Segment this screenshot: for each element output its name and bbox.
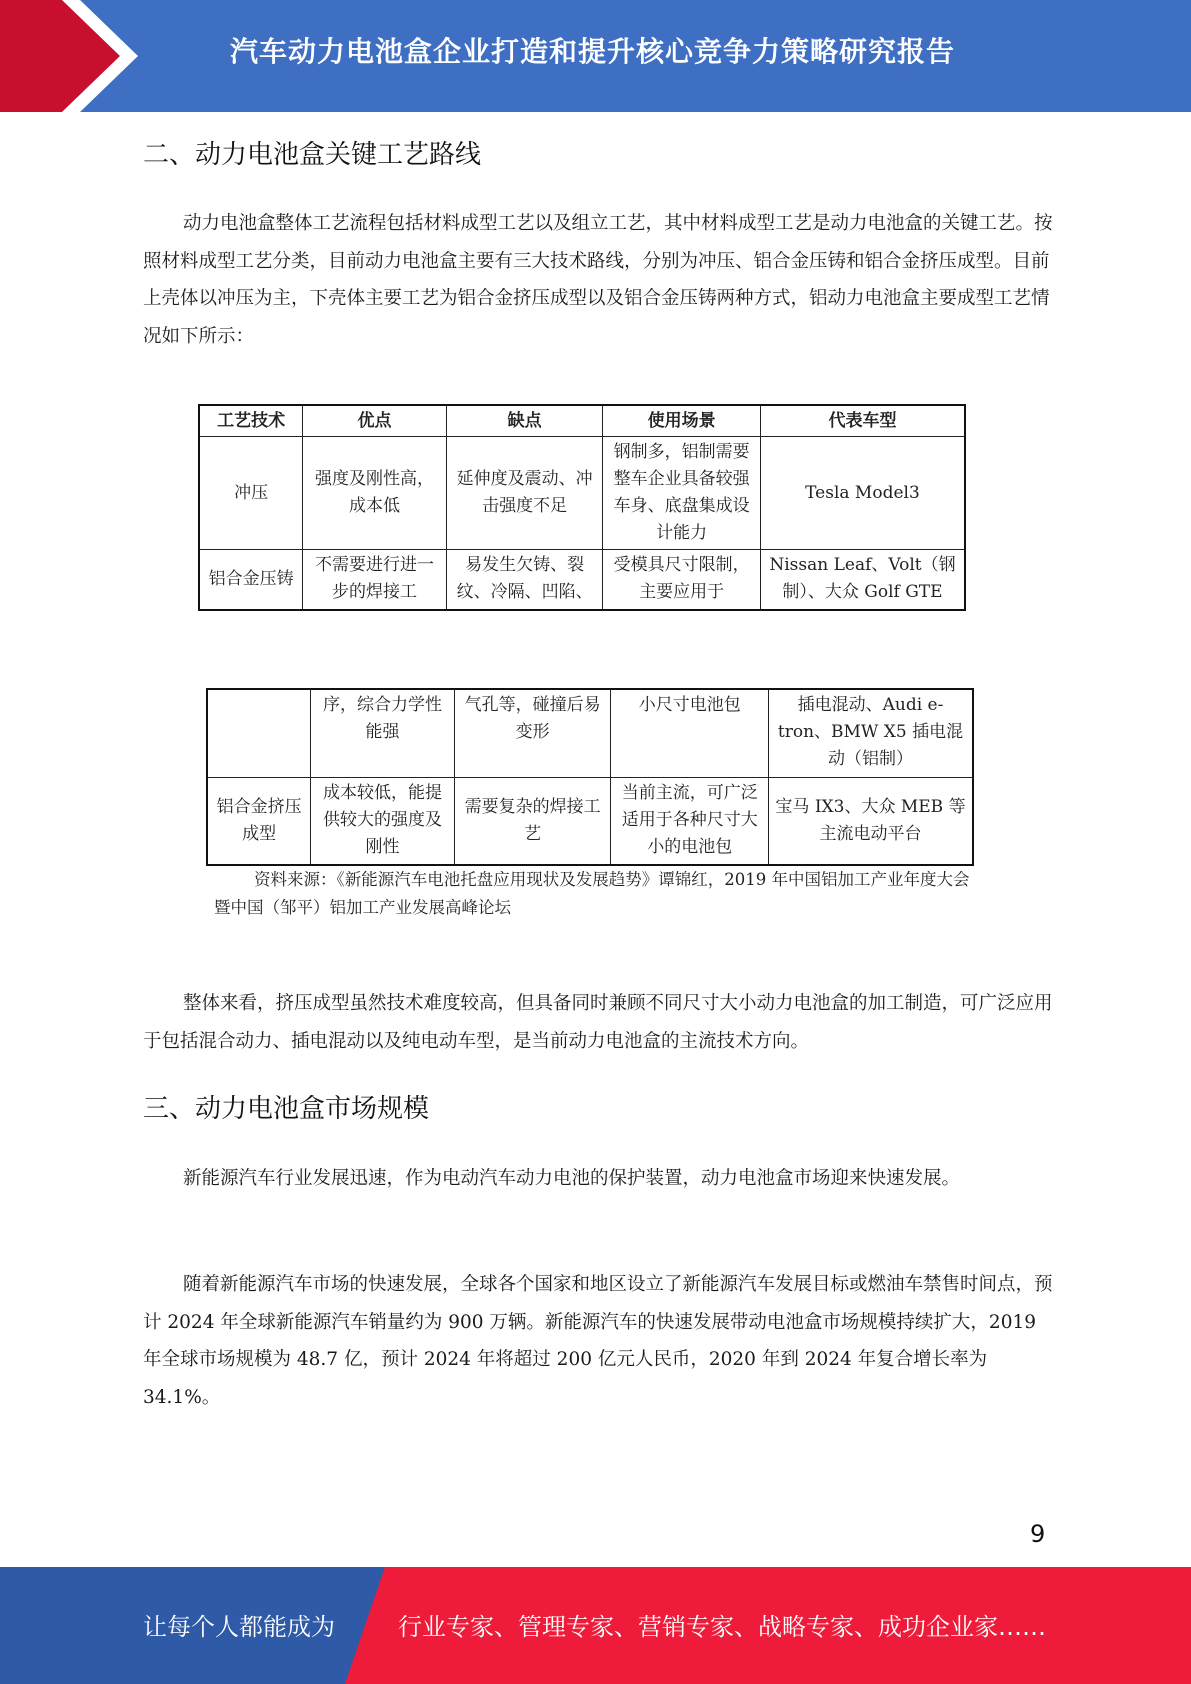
table-cell: 冲压 bbox=[199, 437, 303, 550]
table-cell: 需要复杂的焊接工艺 bbox=[454, 777, 611, 865]
table-header-cell: 工艺技术 bbox=[199, 405, 303, 437]
table-cell: 易发生欠铸、裂纹、冷隔、凹陷、 bbox=[446, 550, 603, 610]
table-cell: 序，综合力学性能强 bbox=[311, 689, 455, 777]
section2-paragraph: 动力电池盒整体工艺流程包括材料成型工艺以及组立工艺，其中材料成型工艺是动力电池盒的关键工艺。按照材料成型工艺分类，目前动力电池盒主要有三大技术路线，分别为冲压、铝合金压铸和铝合金挤压成型。目前上壳体以冲压为主，下壳体主要工艺为铝合金挤压成型以及铝合金压铸两种方式，铝动力电池盒主要成型工艺情况如下所示： bbox=[143, 213, 1053, 347]
table-cell: 宝马 IX3、大众 MEB 等主流电动平台 bbox=[769, 777, 974, 865]
table-cell: 插电混动、Audi e-tron、BMW X5 插电混动（铝制） bbox=[769, 689, 974, 777]
section-heading-2: 二、动力电池盒关键工艺路线 bbox=[143, 140, 482, 170]
table-cell: 受模具尺寸限制，主要应用于 bbox=[603, 550, 761, 610]
table-cell: 气孔等，碰撞后易变形 bbox=[454, 689, 611, 777]
footer-slogan-left: 让每个人都能成为 bbox=[143, 1613, 335, 1641]
header-banner bbox=[0, 0, 1191, 112]
section3-paragraph-1: 新能源汽车行业发展迅速，作为电动汽车动力电池的保护装置，动力电池盒市场迎来快速发展。 bbox=[183, 1168, 961, 1189]
summary-paragraph: 整体来看，挤压成型虽然技术难度较高，但具备同时兼顾不同尺寸大小动力电池盒的加工制造，可广泛应用于包括混合动力、插电混动以及纯电动车型，是当前动力电池盒的主流技术方向。 bbox=[143, 993, 1053, 1052]
table-cell: Tesla Model3 bbox=[760, 437, 965, 550]
table-header-cell: 缺点 bbox=[446, 405, 603, 437]
page-number: 9 bbox=[1030, 1520, 1046, 1548]
footer-banner bbox=[0, 1567, 1191, 1684]
table-row bbox=[207, 689, 973, 777]
table-cell: 当前主流，可广泛适用于各种尺寸大小的电池包 bbox=[611, 777, 769, 865]
table-cell: 不需要进行进一步的焊接工 bbox=[303, 550, 447, 610]
section3-paragraph-2: 随着新能源汽车市场的快速发展，全球各个国家和地区设立了新能源汽车发展目标或燃油车禁售时间点，预计 2024 年全球新能源汽车销量约为 900 万辆。新能源汽车的快速发展带动电池盒市场规模持续扩大，2019 年全球市场规模为 48.7 亿，预计 2024 年将超过 200 亿元人民币，2020 年到 2024 年复合增长率为 34.1%。 bbox=[143, 1274, 1053, 1408]
header-arrow-icon bbox=[0, 0, 160, 112]
table-source-note: 资料来源：《新能源汽车电池托盘应用现状及发展趋势》谭锦红，2019 年中国铝加工产业年度大会暨中国（邹平）铝加工产业发展高峰论坛 bbox=[214, 870, 970, 917]
table-row bbox=[207, 777, 973, 865]
table-header-row bbox=[199, 405, 965, 437]
table-cell: 小尺寸电池包 bbox=[611, 689, 769, 777]
table-row bbox=[199, 550, 965, 610]
process-table-part2 bbox=[206, 688, 974, 866]
table-cell bbox=[207, 689, 311, 777]
table-header-cell: 优点 bbox=[303, 405, 447, 437]
table-cell: 钢制多，铝制需要整车企业具备较强车身、底盘集成设计能力 bbox=[603, 437, 761, 550]
footer-slogan-right: 行业专家、管理专家、营销专家、战略专家、成功企业家…… bbox=[398, 1613, 1046, 1641]
process-table-part1 bbox=[198, 404, 966, 611]
table-cell: 延伸度及震动、冲击强度不足 bbox=[446, 437, 603, 550]
table-cell: Nissan Leaf、Volt（钢制）、大众 Golf GTE bbox=[760, 550, 965, 610]
report-title: 汽车动力电池盒企业打造和提升核心竞争力策略研究报告 bbox=[230, 35, 956, 68]
table-cell: 强度及刚性高，成本低 bbox=[303, 437, 447, 550]
table-row bbox=[199, 437, 965, 550]
table-cell: 铝合金挤压成型 bbox=[207, 777, 311, 865]
table-header-cell: 代表车型 bbox=[760, 405, 965, 437]
section-heading-3: 三、动力电池盒市场规模 bbox=[143, 1094, 430, 1124]
table-header-cell: 使用场景 bbox=[603, 405, 761, 437]
table-cell: 成本较低，能提供较大的强度及刚性 bbox=[311, 777, 455, 865]
table-cell: 铝合金压铸 bbox=[199, 550, 303, 610]
